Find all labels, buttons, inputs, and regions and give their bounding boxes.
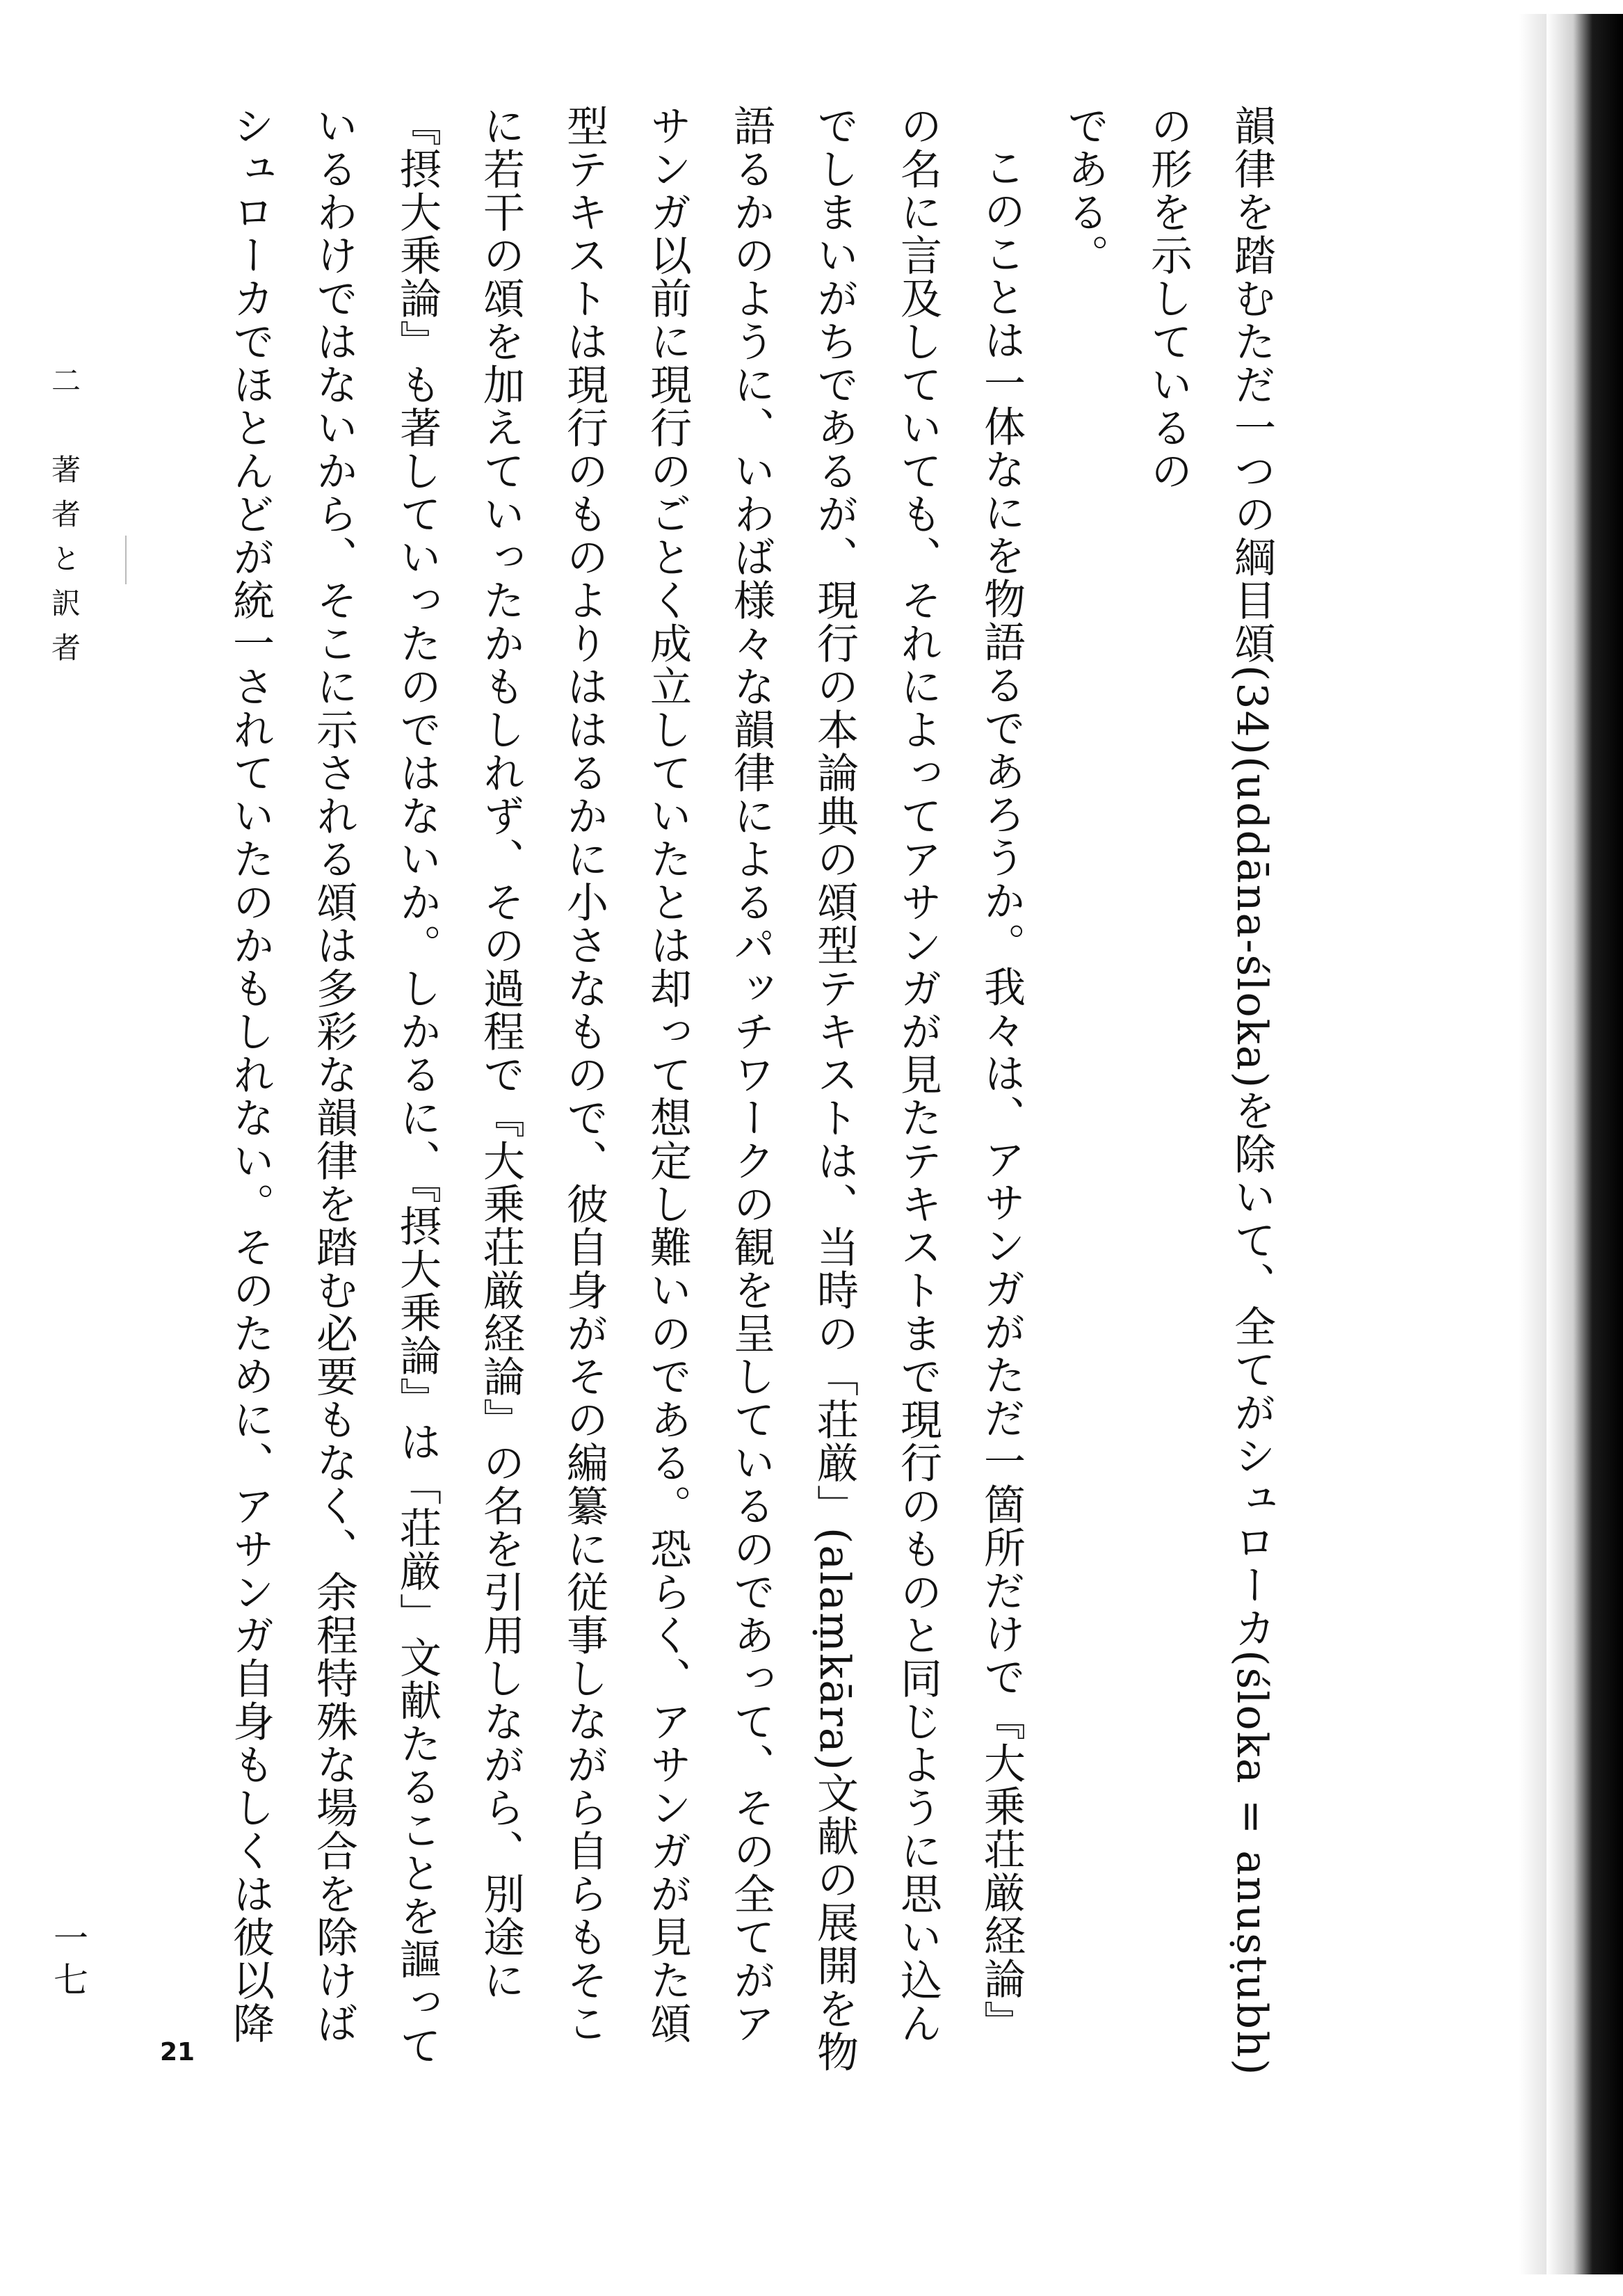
paragraph-1: である。 — [1060, 104, 1109, 277]
running-header-section: 二 著者と訳者 — [47, 365, 81, 677]
text-line-first: 韻律を踏むただ一つの綱目頌(34)(uddāna-śloka)を除いて、全てがシュローカ(śloka = anuṣṭubh)の形を示しているの — [1144, 104, 1276, 2077]
page-number-kanji: 一七 — [48, 1920, 88, 2003]
scan-binding-shadow — [1519, 14, 1547, 2274]
page-number-arabic: 21 — [160, 2038, 195, 2066]
section-divider — [125, 536, 127, 584]
main-text-block — [209, 104, 1293, 2080]
paragraph-2: このことは一体なにを物語るであろうか。我々は、アサンガがただ一箇所だけで『大乗荘厳経論』の名に言及していても、それによってアサンガが見たテキストまで現行のものと同じように思い込んでしまいがちであるが、現行の本論典の頌型テキストは、当時の「荘厳」(alaṃkāra)文献の展開を物語るかのように、いわば様々な韻律によるパッチワークの観を呈しているのであって、その全てがアサンガ以前に現行のごとく成立していたとは却って想定し難いのである。恐らく、アサンガが見た頌型テキストは現行のものよりははるかに小さなもので、彼自身がその編纂に従事しながら自らもそこに若干の頌を加えていったかもしれず、その過程で『大乗荘厳経論』の名を引用しながら、別途に『摂大乗論』も著していったのではないか。しかるに、『摂大乗論』は「荘厳」文献たることを謳っているわけではないから、そこに示される頌は多彩な韻律を踏む必要もなく、余程特殊な場合を除けばシュローカでほとんどが統一されていたのかもしれない。そのために、アサンガ自身もしくは彼以降 — [226, 104, 1026, 2074]
scan-binding-edge — [1547, 14, 1623, 2274]
